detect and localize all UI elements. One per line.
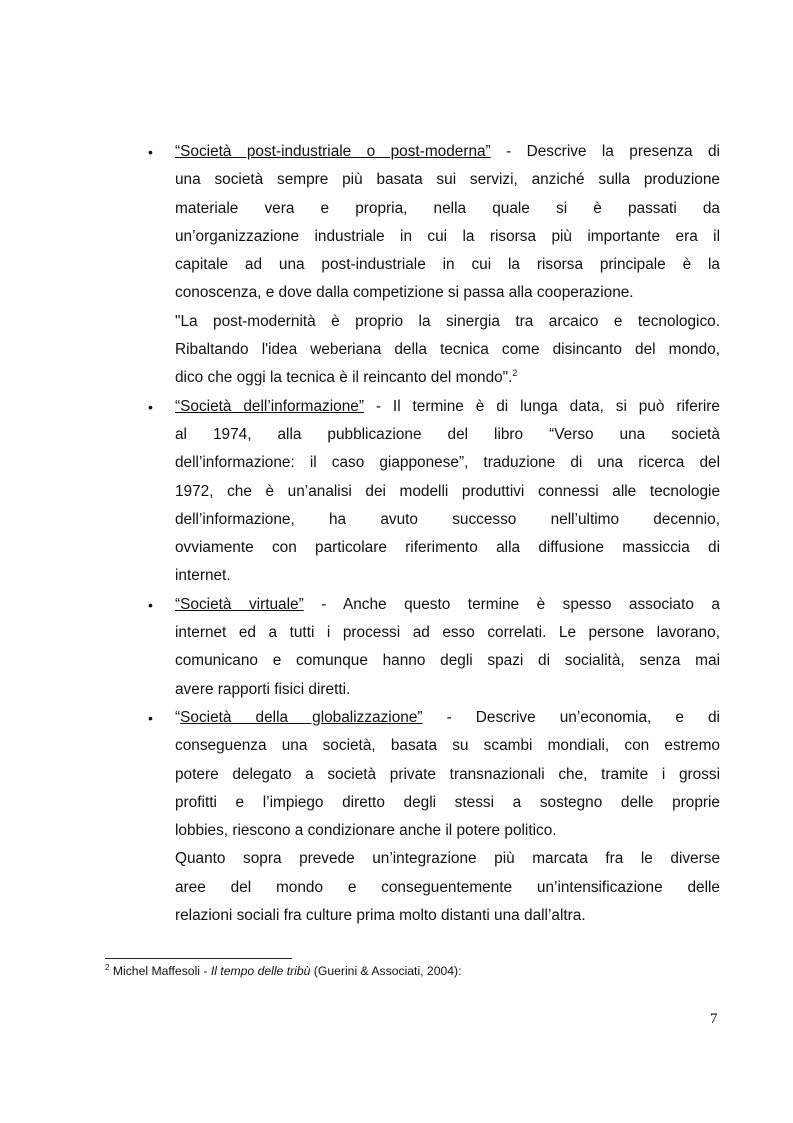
page-number: 7 [710,1011,718,1027]
text-line [175,308,720,336]
term-heading: “Società post-industriale o post-moderna” [175,143,491,160]
text-run: dico che oggi la tecnica è il reincanto del mondo". [175,369,513,387]
text-run: - Descrive un’economia, e di [422,708,720,726]
text-line [175,421,720,449]
text-run: Ribaltando l'idea weberiana della tecnica come disincanto del mondo, [175,341,720,359]
footnote-marker: 2 [105,962,110,972]
text-run: - Descrive la presenza di [490,143,720,160]
text-line [175,619,720,647]
text-line [175,478,720,506]
text-line [175,562,720,590]
list-item [148,591,720,704]
text-run: conoscenza, e dove dalla competizione si passa alla cooperazione. [175,284,634,302]
footnote-ref: 2 [512,368,518,379]
text-line [175,251,720,279]
text-line [175,506,720,534]
bullet-icon: • [148,398,153,415]
text-line [175,902,720,930]
text-line [175,817,720,845]
text-run: comunicano e comunque hanno degli spazi di socialità, senza mai [175,652,720,670]
bullet-list [148,138,720,930]
body-text [148,138,720,930]
text-line [175,874,720,902]
text-line [175,534,720,562]
text-run: 1972, che è un’analisi dei modelli produttivi connessi alle tecnologie [175,482,720,500]
list-item [148,138,720,393]
footnote-author: Michel Maffesoli - [109,964,211,978]
text-line [175,647,720,675]
bullet-icon: • [148,596,153,613]
text-line [175,138,720,166]
text-line [175,279,720,307]
text-line [175,336,720,364]
text-run: dell’informazione: il caso giapponese”, traduzione di una ricerca del [175,454,720,472]
text-run: potere delegato a società private transnazionali che, tramite i grossi [175,765,720,783]
footnote-separator [105,958,292,959]
list-item [148,393,720,591]
text-line [175,449,720,477]
bullet-icon: • [148,709,153,726]
footnote [105,964,461,978]
text-run: - Il termine è di lunga data, si può riferire [363,397,720,415]
text-line [175,223,720,251]
text-line [175,732,720,760]
text-run: internet. [175,567,231,585]
text-line [175,591,720,619]
text-run: profitti e l’impiego diretto degli stessi a sostegno delle proprie [175,793,720,811]
text-line [175,676,720,704]
term-heading: “Società virtuale” [175,595,304,613]
text-run: conseguenza una società, basata su scambi mondiali, con estremo [175,737,720,755]
term-heading: Società della globalizzazione” [180,708,423,726]
text-line [175,166,720,194]
text-run: “ [175,708,181,726]
text-run: "La post-modernità è proprio la sinergia tra arcaico e tecnologico. [175,312,720,330]
text-line [175,761,720,789]
text-run: - Anche questo termine è spesso associato a [303,595,720,613]
text-run: capitale ad una post-industriale in cui la risorsa principale è la [175,256,720,274]
bullet-icon: • [148,144,153,160]
footnote-rest: (Guerini & Associati, 2004): [310,964,462,978]
text-line [175,789,720,817]
text-line [175,845,720,873]
text-run: al 1974, alla pubblicazione del libro “Verso una società [175,425,720,443]
text-line [175,704,720,732]
text-run: una società sempre più basata sui servizi, anziché sulla produzione [175,171,720,189]
text-run: avere rapporti fisici diretti. [175,680,351,698]
text-line [175,364,720,392]
text-run: dell’informazione, ha avuto successo nell’ultimo decennio, [175,510,720,528]
text-run: materiale vera e propria, nella quale si è passati da [175,199,720,217]
list-item [148,704,720,930]
text-run: Quanto sopra prevede un’integrazione più marcata fra le diverse [175,850,720,868]
text-line [175,195,720,223]
text-run: aree del mondo e conseguentemente un’intensificazione delle [175,878,720,896]
term-heading: “Società dell’informazione” [175,397,364,415]
footnote-title: Il tempo delle tribù [210,964,311,978]
text-run: internet ed a tutti i processi ad esso correlati. Le persone lavorano, [175,624,720,642]
text-run: un’organizzazione industriale in cui la risorsa più importante era il [175,227,720,245]
text-run: ovviamente con particolare riferimento alla diffusione massiccia di [175,539,720,557]
text-run: relazioni sociali fra culture prima molto distanti una dall’altra. [175,907,586,925]
text-run: lobbies, riescono a condizionare anche il potere politico. [175,822,557,840]
text-line [175,393,720,421]
